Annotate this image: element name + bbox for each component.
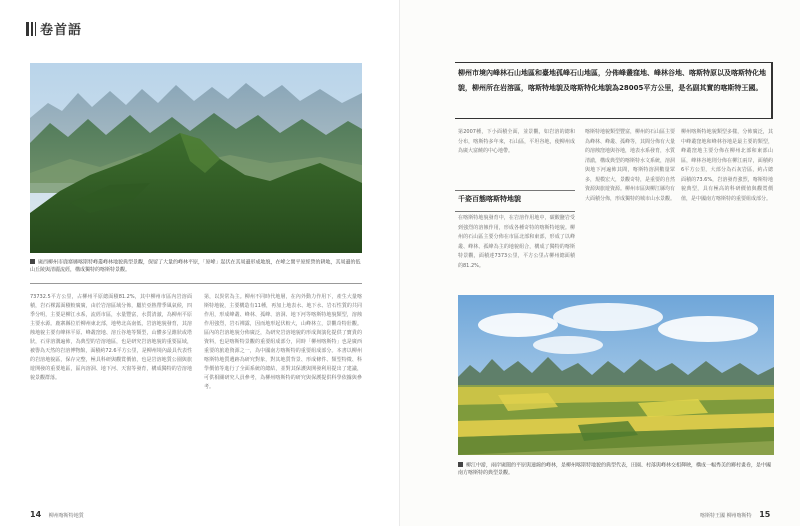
divider	[455, 190, 575, 191]
karst-mountain-photo	[30, 63, 362, 253]
divider	[771, 62, 773, 119]
subheading: 千姿百態喀斯特地貌	[458, 195, 521, 203]
divider	[455, 211, 575, 212]
body-column: 在喀斯特地貌發育中，在岩溶作用地中，碳酸鹽岩受到強烈的溶蝕作用，形成各種奇特的喀斯特地貌。柳州的石山區主要分佈在市區北部和東部，形成了以峰叢、峰林、孤峰為主的地貌組合，構成了獨特的喀斯特景觀，面積達7373公里，平方公里占柳州總面積的81.2%。	[458, 215, 575, 269]
intro-paragraph: 柳州市境內峰林石山地區和臺地孤峰石山地區，分佈峰叢窪地、峰林谷地、喀斯特原以及喀斯特化地貌，柳州所在岩溶區，喀斯特地貌及喀斯特化地貌為28005平方公里，是名副其實的喀斯特王國。	[458, 69, 766, 92]
divider	[455, 118, 773, 119]
caption-square-icon	[30, 259, 35, 264]
body-column: 喀斯特地貌類型豐富，柳州的石山區主要為峰林、峰叢、孤峰等，其間分佈有大量的溶蝕窪地與谷地，地表水系發育，水質清澈，構成典型的喀斯特水文系統，溶洞與地下河遍佈其間，喀斯特溶洞數量眾多，規模宏大，景觀奇特，是重要的自然資源與旅遊資源。柳州市區與柳江縣均有大面積分佈，形成獨特的城市山水景觀。	[585, 129, 675, 202]
page-footer	[30, 510, 84, 519]
section-title: 卷首語	[40, 23, 83, 38]
body-column: 第2007種，下小面積全面，並景觀，如岩溶的總和分布，喀斯特多年來，石山區，平坦谷地，使柳州成為廣大富饒的中心地帶。	[458, 129, 575, 154]
photo-caption: 柳江中游，兩岸廣闊的平原與連綿的峰林，是柳州喀斯特地貌的典型代表，田園、村落與峰林交相輝映，構成一幅秀美的鄉村畫卷，是中國南方喀斯特的典型景觀。	[458, 462, 772, 476]
divider	[30, 283, 362, 284]
caption-square-icon	[458, 462, 463, 467]
section-marker-bar	[35, 22, 36, 36]
body-column: 柳州喀斯特地貌類型多樣，分佈廣泛，其中峰叢窪地和峰林谷地是最主要的類型，峰叢窪地主要分佈在柳州北部和東部山區，峰林谷地則分佈在柳江兩岸，面積約6平方公里，大部分為石灰岩區，約占總面積的73.6%，岩溶發育強烈，喀斯特地貌典型，具有極高的科研價值與觀賞價值，是中國南方喀斯特的重要組成部分。	[681, 129, 773, 202]
karst-farmland-photo	[458, 295, 774, 455]
section-marker-bar	[26, 22, 29, 36]
page-number: 15	[759, 510, 771, 519]
body-column: 73732.5平方公里，占柳州平原總面積81.2%，其中柳州市區內岩溶面積，岩石裸露面積較廣廣，由於岩溶區域分佈，屬於亞熱帶季風氣候，四季分明，主要是柳江水系，流經市區，水量豐富，水質清澈，為柳州平原主要水源。鹿寨縣位於柳州東北部，地勢北高南低，岩溶地貌發育，其溶蝕地貌主要有峰林平原、峰叢窪地、溶丘谷地等類型，山體多呈錐狀或塔狀，石芽溶溝遍佈，為典型的岩溶地區，也是研究岩溶地貌的重要區域，被譽為天然的岩溶博物館，面積約72.6平方公里，是柳州境內最具代表性的岩溶地貌區，保存完整，極具科研與觀賞價值，也是岩溶地質公園與旅遊開發的重要地區，區內溶洞、地下河、天窗等發育，構成獨特的岩溶地貌景觀群落。	[30, 294, 192, 381]
footer-text: 喀斯特王國 柳州喀斯特	[700, 513, 752, 519]
page-number: 14	[30, 510, 42, 519]
divider	[455, 62, 773, 63]
page-footer	[700, 510, 770, 519]
photo-caption: 廣西柳州市鹿寨縣喀斯特峰叢峰林地貌典型景觀，保留了大量的峰林平原，「原峰」起伏在其周邊形成地貌，在峰之間平原經營的耕地，其周邊的低山丘陵與清麗流經，構成獨特的喀斯特景觀。	[30, 259, 361, 273]
body-column: 第，以異常為主。柳州不同時代地層，在內外動力作用下，產生大量喀斯特地貌，主要構造有11種，再加上地表水、地下水、岩石性質的共同作用，形成峰叢、峰林、孤峰、溶洞、地下河等喀斯特地貌類型，溶蝕作用強烈，岩石裸露，因而地形起伏較大，山峰林立，景觀奇特壯觀。區內的岩溶地貌分佈廣泛，為研究岩溶地貌的形成與演化提供了寶貴的資料，也是喀斯特景觀的重要組成部分，同時「柳州喀斯特」也是廣西重要的旅遊資源之一，為中國南方喀斯特的重要組成部分。本書以柳州喀斯特地質遺跡為研究對象，對其地質背景、形成條件、類型特徵、科學價值等進行了全面系統的總結，並對其保護與開發利用提出了建議，可供相關研究人員參考，為柳州喀斯特的研究與保護提供科學依據與參考。	[204, 294, 362, 390]
footer-text: 柳州喀斯特地質	[48, 513, 84, 519]
section-marker-bar	[31, 22, 33, 36]
